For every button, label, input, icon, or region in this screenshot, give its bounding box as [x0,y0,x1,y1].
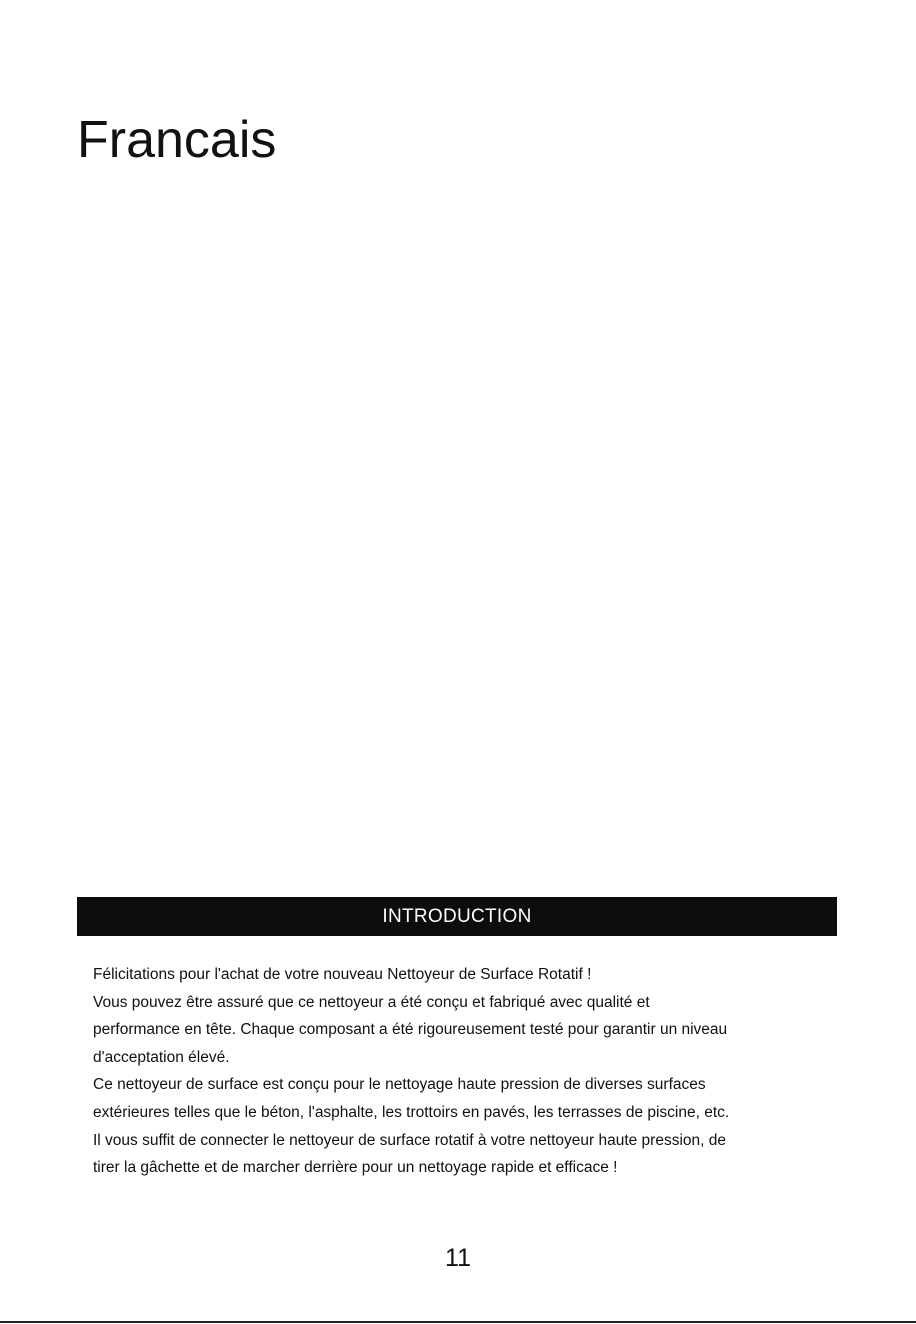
introduction-text [93,961,833,1182]
intro-line: Il vous suffit de connecter le nettoyeur de surface rotatif à votre nettoyeur haute pression, de [93,1131,727,1149]
intro-line: tirer la gâchette et de marcher derrière pour un nettoyage rapide et efficace ! [93,1159,618,1177]
page-number: 11 [445,1244,471,1272]
section-header-bar [77,897,837,936]
intro-line: performance en tête. Chaque composant a été rigoureusement testé pour garantir un niveau [93,1021,728,1039]
language-title: Francais [77,111,277,169]
intro-line: d'acceptation élevé. [93,1048,230,1066]
intro-line: Vous pouvez être assuré que ce nettoyeur a été conçu et fabriqué avec qualité et [93,993,650,1011]
intro-line: extérieures telles que le béton, l'asphalte, les trottoirs en pavés, les terrasses de piscine, etc. [93,1103,730,1121]
section-heading: INTRODUCTION [382,905,532,927]
intro-line: Félicitations pour l'achat de votre nouveau Nettoyeur de Surface Rotatif ! [93,966,592,983]
bottom-divider [0,1321,916,1323]
intro-line: Ce nettoyeur de surface est conçu pour le nettoyage haute pression de diverses surfaces [93,1076,706,1094]
